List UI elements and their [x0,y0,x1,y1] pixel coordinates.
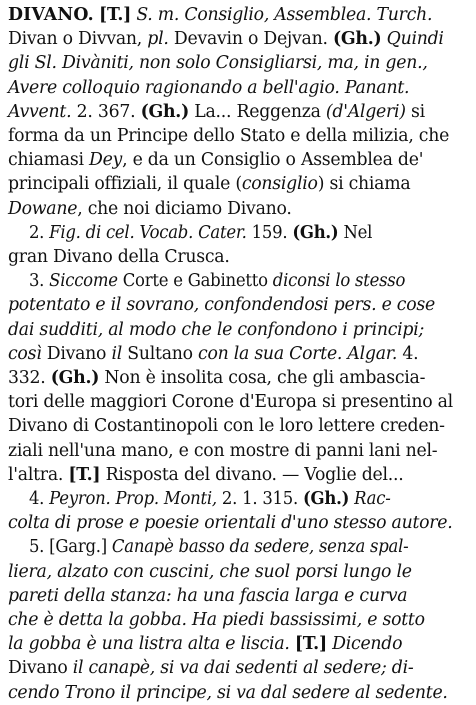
text-run: Dowane [8,198,78,219]
text-run: il canapè, si va dai sedenti al sedere; [72,658,387,679]
text-run: Nel [338,222,373,243]
text-line: gran Divano della Crusca. [8,247,230,268]
text-run: il [106,343,128,364]
sense-number: 5. [28,537,50,558]
text-run: Divano [46,343,107,364]
text-run: Corte e Gabinetto [117,271,273,292]
text-line: ziali nell'una mano, e con mostre di panni lani nel- [8,440,438,461]
text-line [8,487,445,511]
text-run: cendo Trono [8,682,121,703]
text-line: Divano di Costantinopoli con le loro lettere creden- [8,416,445,437]
text-run: Canapè basso da sedere, senza spal- [106,537,409,558]
text-run: Dey [88,150,123,171]
text-line: forma da un Principe dello Stato e della milizia, che [8,126,450,147]
text-line: liera, alzato con cuscini, che suol porsi lungo le [8,561,412,582]
sense-number: 4. [28,489,50,510]
text-line: potentato e il sovrano, confondendosi pers. e cose [8,295,435,316]
text-run: Siccome [49,271,118,292]
text-run: Rac- [349,489,391,510]
text-run: Devavin o Dejvan. [168,29,333,50]
tag-t: [T.] [68,464,101,485]
text-run: , che noi diciamo Divano. [77,198,292,219]
text-run: così [8,343,47,364]
text-run: chiamasi [8,150,89,171]
tag-t: [T.] [99,5,132,25]
text-line [8,535,445,559]
text-line [8,656,467,680]
text-run: Quindi [381,29,444,50]
text-run: diconsi lo stesso [272,271,406,292]
text-run: , e da un Consiglio o Assemblea de' [122,150,424,171]
text-line: dai sudditi, al modo che le confondono i principi; [8,319,425,340]
text-run: (d'Algeri) [325,101,406,122]
text-line [8,148,467,172]
text-line [8,100,467,124]
text-run: la gobba è una listra alta e liscia. [8,634,295,655]
source-gh: (Gh.) [140,101,190,122]
text-run: Avvent. [8,101,72,122]
text-line [8,342,467,366]
text-line [8,27,467,51]
entry-paragraph-2 [8,221,467,269]
text-run: Non è insolita cosa, che gli ambascia- [99,368,426,389]
text-run: Divan o Divvan, [8,29,148,50]
text-run: principali offiziali, il quale ( [8,174,242,195]
text-run: Peyron. Prop. Monti, [49,489,217,510]
sense-number: 2. [28,222,50,243]
text-line: colta di prose e poesie orientali d'uno stesso autore. [8,513,453,534]
text-run: Risposta del divano. — Voglie del... [100,464,404,485]
text-run: Divano [8,658,73,679]
entry-paragraph-4 [8,487,467,535]
text-line [8,3,467,27]
dictionary-entry-divano [8,3,467,705]
text-run: si [405,101,425,122]
text-run: La... Reggenza [189,101,326,122]
text-line [8,269,445,293]
text-run: con la sua Corte. Algar. [192,343,398,364]
entry-paragraph-3 [8,269,467,487]
text-run: consiglio [241,174,318,195]
source-gh: (Gh.) [303,489,350,510]
text-run: l'altra. [8,464,69,485]
text-line [8,197,467,221]
text-run: 332. [8,368,51,389]
text-line: Avere colloquio ragionando a bell'agio. Panant. [8,77,410,98]
text-line: gli Sl. Divàniti, non solo Consigliarsi, ma, in gen., [8,53,428,74]
text-run: Sultano [127,343,193,364]
source-gh: (Gh.) [292,222,339,243]
text-line [8,632,467,656]
text-run: [Garg.] [49,537,107,558]
text-run: 159. [246,222,293,243]
text-run: ) si chiama [317,174,411,195]
text-run: Dicendo [326,634,403,655]
text-run: di- [386,658,414,679]
text-run: 2. 367. [71,101,141,122]
text-run: il principe, si va dal sedere al sedente. [120,682,448,703]
entry-paragraph-5 [8,535,467,704]
source-gh: (Gh.) [50,368,100,389]
text-run: pl. [147,29,169,50]
text-run: 2. 1. 315. [216,489,304,510]
sense-number: 3. [28,271,50,292]
text-line: pareti della stanza: ha una fascia larga e curva [8,585,408,606]
tag-t: [T.] [294,634,327,655]
text-line: tori delle maggiori Corone d'Europa si presentino al [8,392,453,413]
source-gh: (Gh.) [332,29,382,50]
text-run: 4. [397,343,419,364]
entry-paragraph-1 [8,3,467,221]
text-line [8,366,467,390]
text-run: Fig. di cel. Vocab. Cater. [49,222,247,243]
text-line [8,681,467,705]
text-line [8,221,445,245]
text-line [8,172,467,196]
text-line [8,463,467,487]
text-line: che è detta la gobba. Ha piedi bassissimi, e sotto [8,610,425,631]
headword: DIVANO. [8,5,94,25]
definition-text: S. m. Consiglio, Assemblea. Turch. [136,5,433,25]
